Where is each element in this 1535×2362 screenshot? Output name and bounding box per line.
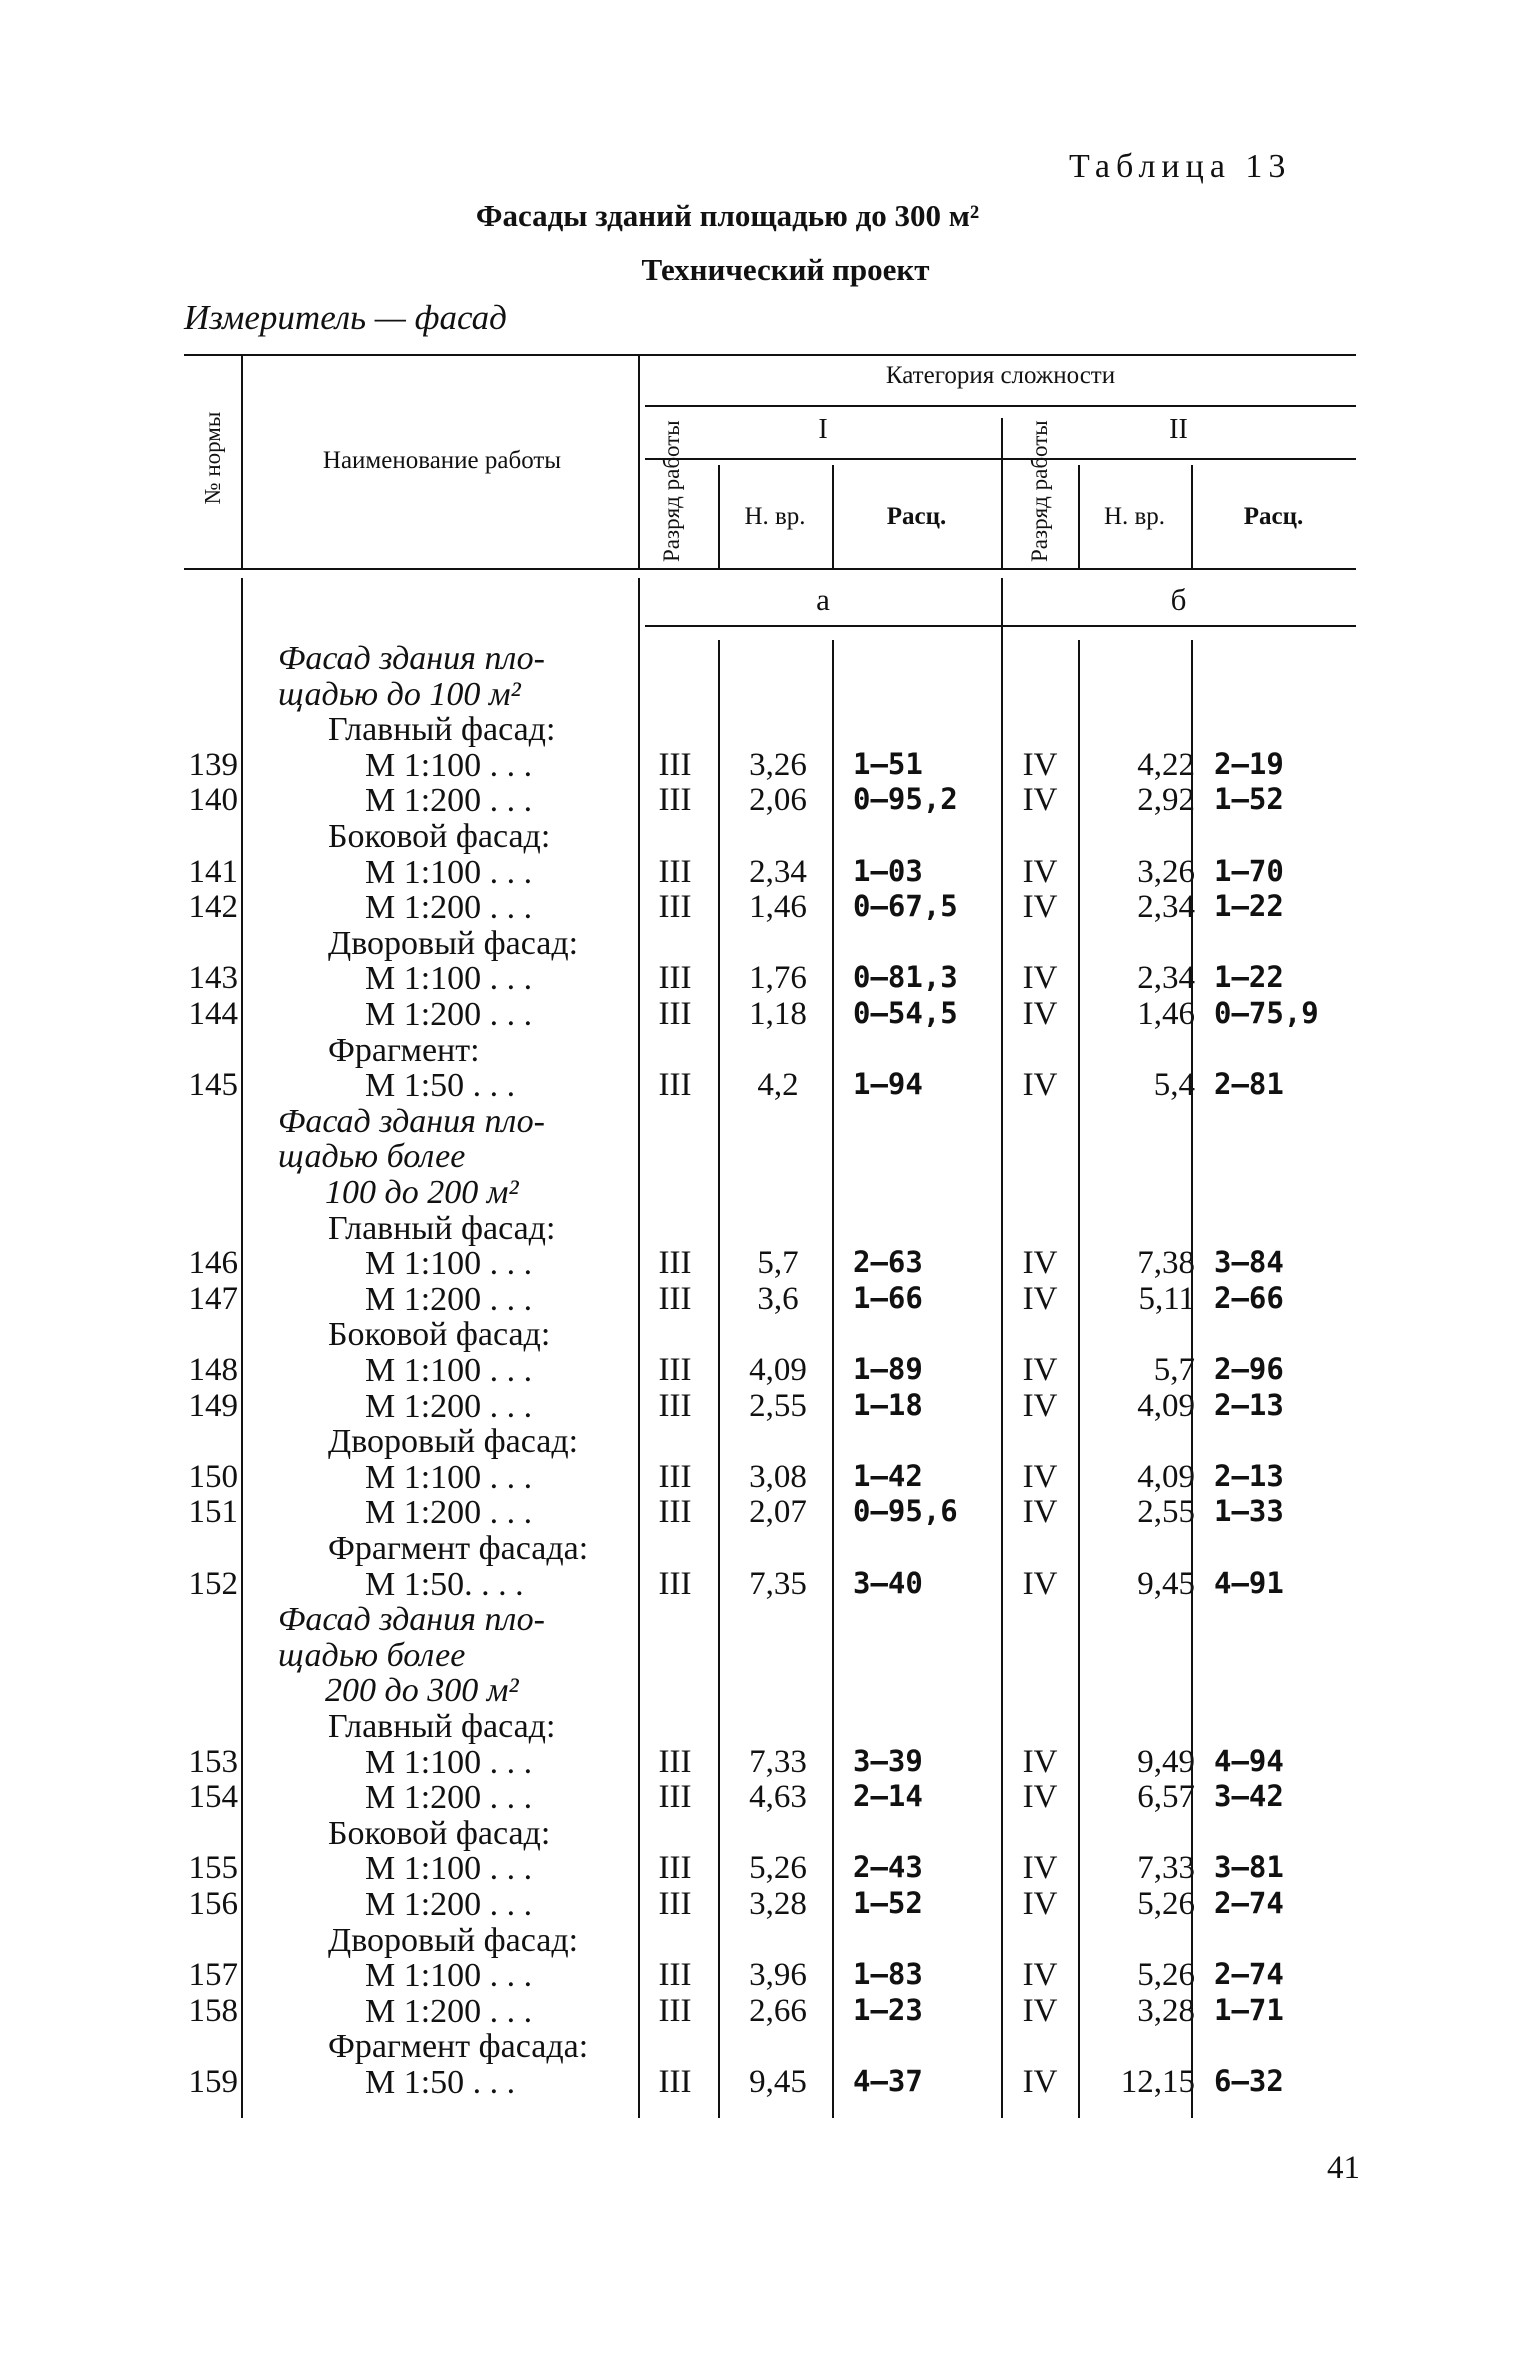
norm-number: 144 bbox=[188, 996, 238, 1032]
time-cat2: 4,22 bbox=[1137, 746, 1195, 783]
time-cat2: 5,4 bbox=[1153, 1067, 1195, 1104]
grade-cat1: III bbox=[658, 1245, 692, 1282]
grade-cat2: IV bbox=[1022, 1387, 1058, 1424]
work-name: М 1:200 . . . bbox=[365, 1992, 533, 2030]
rate-cat1: 0—95,6 bbox=[853, 1494, 958, 1529]
grade-cat1: III bbox=[658, 1067, 692, 1104]
work-name: М 1:100 . . . bbox=[365, 1743, 533, 1781]
grade-cat2: IV bbox=[1022, 2064, 1058, 2100]
rate-cat2: 1—71 bbox=[1214, 1992, 1284, 2027]
section-heading: Боковой фасад: bbox=[328, 818, 551, 855]
work-name: М 1:200 . . . bbox=[365, 1494, 533, 1532]
col-a-label: а bbox=[816, 582, 830, 617]
time-cat2: 2,92 bbox=[1137, 782, 1195, 819]
work-name: М 1:100 . . . bbox=[365, 1458, 533, 1496]
section-heading: Боковой фасад: bbox=[328, 1814, 551, 1852]
complexity-header: Категория сложности bbox=[885, 362, 1116, 389]
work-name: М 1:100 . . . bbox=[365, 1957, 533, 1995]
norm-number: 154 bbox=[188, 1779, 238, 1816]
rate-cat1: 1—52 bbox=[853, 1886, 923, 1920]
work-name: М 1:100 . . . bbox=[365, 1850, 533, 1888]
work-name: М 1:200 . . . bbox=[365, 782, 533, 820]
rate-cat1: 0—81,3 bbox=[853, 960, 958, 995]
header-top-rule bbox=[184, 354, 1356, 356]
norm-no-header: № нормы bbox=[200, 411, 225, 505]
rate-cat2: 1—52 bbox=[1214, 782, 1284, 817]
time-cat1: 4,63 bbox=[749, 1779, 807, 1816]
work-name: М 1:100 . . . bbox=[365, 960, 533, 998]
time-cat1: 5,7 bbox=[757, 1245, 799, 1282]
grade-cat1: III bbox=[658, 960, 692, 997]
norm-number: 140 bbox=[188, 782, 238, 819]
time-cat1: 5,26 bbox=[749, 1850, 807, 1887]
rate-cat2: 2—74 bbox=[1214, 1886, 1284, 1920]
norm-number: 141 bbox=[188, 853, 238, 890]
rate-cat2: 2—66 bbox=[1214, 1280, 1284, 1315]
work-name: М 1:100 . . . bbox=[365, 1352, 533, 1389]
rate1-header: Расц. bbox=[886, 503, 947, 530]
time-cat2: 12,15 bbox=[1120, 2064, 1195, 2100]
rate-cat1: 2—43 bbox=[853, 1850, 923, 1885]
work-name: М 1:100 . . . bbox=[365, 746, 533, 784]
norm-number: 146 bbox=[188, 1245, 238, 1282]
work-name: М 1:200 . . . bbox=[365, 1886, 533, 1923]
rate-cat2: 6—32 bbox=[1214, 2064, 1284, 2098]
grade-cat1: III bbox=[658, 1886, 692, 1922]
norm-number: 145 bbox=[188, 1067, 238, 1104]
table-subtitle: Технический проект bbox=[641, 252, 930, 287]
work-name: М 1:200 . . . bbox=[365, 1280, 533, 1318]
page-number: 41 bbox=[1327, 2150, 1360, 2186]
work-name: М 1:50 . . . bbox=[365, 1067, 516, 1105]
body-rule-name bbox=[638, 578, 640, 2118]
grade-cat1: III bbox=[658, 782, 692, 819]
group-heading: 100 до 200 м² bbox=[325, 1174, 519, 1211]
time-cat2: 9,45 bbox=[1137, 1565, 1195, 1602]
time-cat1: 2,07 bbox=[749, 1494, 807, 1531]
grade-cat1: III bbox=[658, 1458, 692, 1495]
section-heading: Фрагмент фасада: bbox=[328, 1530, 589, 1567]
time-cat2: 2,55 bbox=[1137, 1494, 1195, 1531]
grade-cat2: IV bbox=[1022, 960, 1058, 997]
grade-cat2: IV bbox=[1022, 1458, 1058, 1495]
section-heading: Главный фасад: bbox=[328, 1209, 556, 1247]
work-name: М 1:200 . . . bbox=[365, 889, 533, 927]
time-cat1: 7,35 bbox=[749, 1565, 807, 1602]
grade2-header: Разряд работы bbox=[1027, 420, 1052, 562]
rate-cat1: 0—67,5 bbox=[853, 889, 958, 924]
time-cat2: 2,34 bbox=[1137, 889, 1195, 926]
time-cat2: 6,57 bbox=[1137, 1779, 1195, 1816]
rate-cat2: 2—13 bbox=[1214, 1387, 1284, 1422]
group-heading: Фасад здания пло- bbox=[278, 640, 546, 677]
grade-cat2: IV bbox=[1022, 853, 1058, 890]
time-cat1: 3,08 bbox=[749, 1458, 807, 1495]
work-name: М 1:200 . . . bbox=[365, 996, 533, 1033]
rate-cat1: 3—40 bbox=[853, 1565, 923, 1600]
grade-cat2: IV bbox=[1022, 1957, 1058, 1994]
norm-number: 153 bbox=[188, 1743, 238, 1780]
grade-cat2: IV bbox=[1022, 1743, 1058, 1780]
section-heading: Дворовый фасад: bbox=[328, 924, 579, 962]
time-cat2: 4,09 bbox=[1137, 1387, 1195, 1424]
time-cat1: 1,76 bbox=[749, 960, 807, 997]
grade-cat1: III bbox=[658, 2064, 692, 2100]
work-name: М 1:200 . . . bbox=[365, 1387, 533, 1425]
rate-cat2: 2—13 bbox=[1214, 1458, 1284, 1493]
group-heading: щадью более bbox=[278, 1636, 466, 1674]
rate-cat2: 1—22 bbox=[1214, 960, 1284, 995]
grade-cat2: IV bbox=[1022, 782, 1058, 819]
grade-cat1: III bbox=[658, 996, 692, 1032]
norm-number: 151 bbox=[188, 1494, 238, 1531]
time-cat2: 1,46 bbox=[1137, 996, 1195, 1032]
time-cat1: 2,06 bbox=[749, 782, 807, 819]
time-cat2: 3,26 bbox=[1137, 853, 1195, 890]
time-cat1: 3,6 bbox=[757, 1280, 799, 1317]
grade-cat1: III bbox=[658, 1992, 692, 2029]
time-cat2: 7,33 bbox=[1137, 1850, 1195, 1887]
time-cat1: 1,46 bbox=[749, 889, 807, 926]
rate-cat2: 1—33 bbox=[1214, 1494, 1284, 1529]
grade-cat2: IV bbox=[1022, 1352, 1058, 1388]
grade-cat2: IV bbox=[1022, 1067, 1058, 1104]
work-name: М 1:100 . . . bbox=[365, 1245, 533, 1283]
grade-cat1: III bbox=[658, 1743, 692, 1780]
rate-cat1: 1—94 bbox=[853, 1067, 923, 1102]
group-heading: щадью более bbox=[278, 1138, 466, 1176]
col-b-label: б bbox=[1170, 582, 1187, 617]
time-cat2: 5,26 bbox=[1137, 1957, 1195, 1994]
section-heading: Дворовый фасад: bbox=[328, 1423, 579, 1461]
grade-cat1: III bbox=[658, 1352, 692, 1388]
norm-number: 150 bbox=[188, 1458, 238, 1495]
grade-cat1: III bbox=[658, 1779, 692, 1816]
rate-cat1: 1—66 bbox=[853, 1280, 923, 1315]
norm-number: 159 bbox=[188, 2064, 238, 2100]
rate-cat1: 1—51 bbox=[853, 746, 923, 781]
time-cat1: 2,34 bbox=[749, 853, 807, 890]
norm-number: 156 bbox=[188, 1886, 238, 1922]
norm-number: 143 bbox=[188, 960, 238, 997]
norm-number: 157 bbox=[188, 1957, 238, 1994]
rate-cat1: 2—63 bbox=[853, 1245, 923, 1280]
time-cat2: 7,38 bbox=[1137, 1245, 1195, 1282]
rate-cat1: 1—23 bbox=[853, 1992, 923, 2027]
norm-number: 148 bbox=[188, 1352, 238, 1388]
grade-cat1: III bbox=[658, 853, 692, 890]
table-label: Таблица 13 bbox=[1069, 148, 1292, 185]
grade-cat1: III bbox=[658, 889, 692, 926]
grade-cat1: III bbox=[658, 746, 692, 783]
time-cat1: 2,66 bbox=[749, 1992, 807, 2029]
group-heading: щадью до 100 м² bbox=[278, 675, 521, 713]
time-cat2: 3,28 bbox=[1137, 1992, 1195, 2029]
grade-cat1: III bbox=[658, 1387, 692, 1424]
grade-cat1: III bbox=[658, 1565, 692, 1602]
norm-number: 149 bbox=[188, 1387, 238, 1424]
grade-cat2: IV bbox=[1022, 1494, 1058, 1531]
time-cat2: 2,34 bbox=[1137, 960, 1195, 997]
cat2-header: II bbox=[1169, 414, 1188, 445]
rate-cat1: 1—03 bbox=[853, 853, 923, 888]
group-heading: Фасад здания пло- bbox=[278, 1102, 546, 1140]
rate-cat2: 1—70 bbox=[1214, 853, 1284, 888]
rate-cat2: 2—74 bbox=[1214, 1957, 1284, 1992]
time-cat1: 4,2 bbox=[757, 1067, 799, 1104]
time-cat1: 3,26 bbox=[749, 746, 807, 783]
time-cat2: 5,26 bbox=[1137, 1886, 1195, 1922]
time-cat1: 9,45 bbox=[749, 2064, 807, 2100]
grade-cat2: IV bbox=[1022, 1850, 1058, 1887]
body-rule-cat bbox=[1001, 578, 1003, 2118]
grade-cat2: IV bbox=[1022, 1779, 1058, 1816]
grade-cat2: IV bbox=[1022, 996, 1058, 1032]
rate-cat1: 4—37 bbox=[853, 2064, 923, 2098]
grade-cat2: IV bbox=[1022, 1886, 1058, 1922]
section-heading: Главный фасад: bbox=[328, 711, 556, 749]
group-heading: 200 до 300 м² bbox=[325, 1672, 519, 1710]
rate-cat1: 1—18 bbox=[853, 1387, 923, 1422]
grade-cat2: IV bbox=[1022, 1565, 1058, 1602]
grade-cat2: IV bbox=[1022, 746, 1058, 783]
norm-number: 142 bbox=[188, 889, 238, 926]
time-cat1: 3,28 bbox=[749, 1886, 807, 1922]
rate-cat2: 2—81 bbox=[1214, 1067, 1284, 1102]
grade1-header: Разряд работы bbox=[659, 420, 684, 562]
section-heading: Дворовый фасад: bbox=[328, 1921, 579, 1959]
time-cat1: 1,18 bbox=[749, 996, 807, 1032]
grade-cat2: IV bbox=[1022, 1245, 1058, 1282]
grade-cat1: III bbox=[658, 1280, 692, 1317]
grade-cat1: III bbox=[658, 1494, 692, 1531]
rate-cat1: 1—89 bbox=[853, 1352, 923, 1386]
norm-number: 155 bbox=[188, 1850, 238, 1887]
time-cat1: 2,55 bbox=[749, 1387, 807, 1424]
grade-cat2: IV bbox=[1022, 889, 1058, 926]
section-heading: Фрагмент фасада: bbox=[328, 2028, 589, 2066]
group-heading: Фасад здания пло- bbox=[278, 1601, 546, 1639]
col-divider-no bbox=[241, 354, 243, 568]
section-heading: Боковой фасад: bbox=[328, 1316, 551, 1354]
work-name: М 1:200 . . . bbox=[365, 1779, 533, 1817]
col-divider-name bbox=[638, 354, 640, 568]
norm-number: 152 bbox=[188, 1565, 238, 1602]
rate-cat2: 4—91 bbox=[1214, 1565, 1284, 1600]
body-rule-t1 bbox=[832, 640, 834, 2118]
body-rule-g1 bbox=[718, 640, 720, 2118]
time-cat2: 4,09 bbox=[1137, 1458, 1195, 1495]
time-cat2: 5,7 bbox=[1153, 1352, 1195, 1388]
body-rule-no bbox=[241, 578, 243, 2118]
table-title: Фасады зданий площадью до 300 м² bbox=[475, 198, 980, 233]
grade-cat2: IV bbox=[1022, 1280, 1058, 1317]
header-bottom-rule bbox=[184, 568, 1356, 570]
norm-number: 147 bbox=[188, 1280, 238, 1317]
time-cat1: 7,33 bbox=[749, 1743, 807, 1780]
grade-cat1: III bbox=[658, 1957, 692, 1994]
body-rule-g2 bbox=[1078, 640, 1080, 2118]
work-name: М 1:50 . . . bbox=[365, 2064, 516, 2101]
rate-cat2: 3—42 bbox=[1214, 1779, 1284, 1814]
time-cat2: 9,49 bbox=[1137, 1743, 1195, 1780]
grade-cat1: III bbox=[658, 1850, 692, 1887]
cat1-header: I bbox=[818, 414, 828, 445]
work-name: М 1:50. . . . bbox=[365, 1565, 524, 1603]
rate-cat1: 2—14 bbox=[853, 1779, 923, 1814]
rate-cat2: 3—84 bbox=[1214, 1245, 1284, 1280]
rate-cat2: 2—96 bbox=[1214, 1352, 1284, 1386]
time-cat1: 3,96 bbox=[749, 1957, 807, 1994]
rate-cat1: 0—95,2 bbox=[853, 782, 958, 817]
complexity-rule bbox=[645, 405, 1356, 407]
rate-cat1: 0—54,5 bbox=[853, 996, 958, 1030]
time1-header: Н. вр. bbox=[744, 503, 806, 530]
measure-label: Измеритель — фасад bbox=[184, 298, 507, 337]
time2-header: Н. вр. bbox=[1103, 503, 1166, 530]
rate-cat2: 4—94 bbox=[1214, 1743, 1284, 1778]
rate2-header: Расц. bbox=[1243, 503, 1304, 530]
rate-cat2: 1—22 bbox=[1214, 889, 1284, 924]
rate-cat1: 3—39 bbox=[853, 1743, 923, 1778]
work-name-header: Наименование работы bbox=[322, 447, 562, 474]
norm-number: 139 bbox=[188, 746, 238, 783]
rate-cat2: 2—19 bbox=[1214, 746, 1284, 781]
rate-cat2: 0—75,9 bbox=[1214, 996, 1319, 1030]
rate-cat2: 3—81 bbox=[1214, 1850, 1284, 1885]
rate-cat1: 1—83 bbox=[853, 1957, 923, 1992]
section-heading: Главный фасад: bbox=[328, 1708, 556, 1745]
rate-cat1: 1—42 bbox=[853, 1458, 923, 1493]
time-cat1: 4,09 bbox=[749, 1352, 807, 1388]
work-name: М 1:100 . . . bbox=[365, 853, 533, 891]
time-cat2: 5,11 bbox=[1138, 1280, 1195, 1317]
grade-cat2: IV bbox=[1022, 1992, 1058, 2029]
section-heading: Фрагмент: bbox=[328, 1031, 480, 1069]
norm-number: 158 bbox=[188, 1992, 238, 2029]
